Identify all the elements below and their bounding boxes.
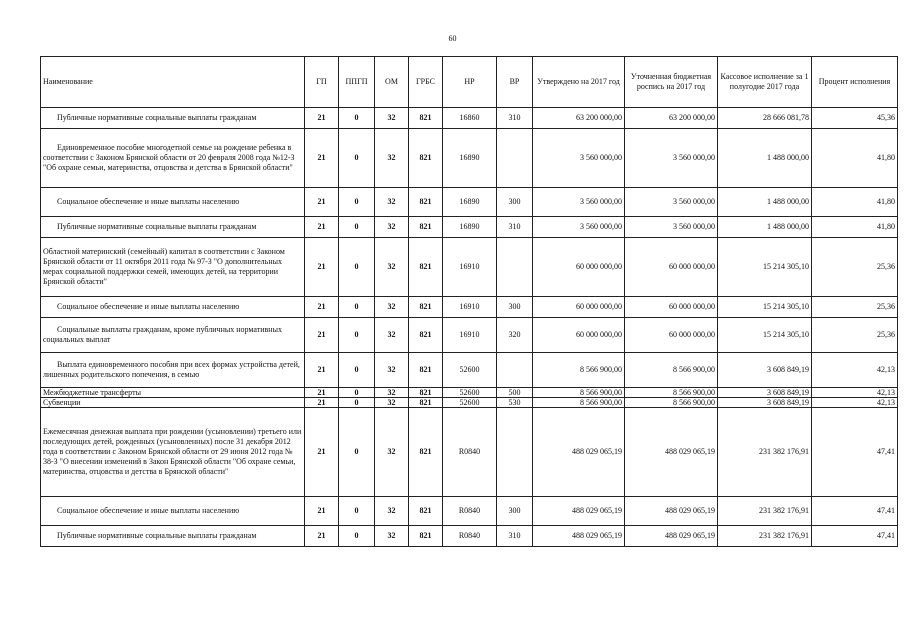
row-percent: 42,13 [812, 388, 898, 398]
row-approved: 60 000 000,00 [533, 318, 625, 353]
row-name: Социальное обеспечение и иные выплаты населению [41, 497, 305, 526]
row-om: 32 [375, 318, 409, 353]
row-percent: 42,13 [812, 353, 898, 388]
row-percent: 25,36 [812, 297, 898, 318]
table-row [41, 188, 898, 217]
row-om: 32 [375, 497, 409, 526]
row-ppgp: 0 [339, 497, 375, 526]
row-name: Межбюджетные трансферты [41, 388, 305, 398]
row-grbs: 821 [409, 297, 443, 318]
row-name: Публичные нормативные социальные выплаты гражданам [41, 526, 305, 547]
row-nr: 16890 [443, 188, 497, 217]
row-cash: 1 488 000,00 [718, 217, 812, 238]
table-row [41, 353, 898, 388]
row-approved: 63 200 000,00 [533, 108, 625, 129]
row-refined: 63 200 000,00 [625, 108, 718, 129]
row-name: Субвенции [41, 398, 305, 408]
header-vr: ВР [497, 57, 533, 108]
row-grbs: 821 [409, 129, 443, 188]
row-ppgp: 0 [339, 108, 375, 129]
header-name: Наименование [41, 57, 305, 108]
row-percent: 47,41 [812, 526, 898, 547]
row-approved: 488 029 065,19 [533, 408, 625, 497]
header-percent: Процент исполнения [812, 57, 898, 108]
row-gp: 21 [305, 497, 339, 526]
row-om: 32 [375, 217, 409, 238]
row-approved: 8 566 900,00 [533, 388, 625, 398]
header-nr: НР [443, 57, 497, 108]
header-approved: Утверждено на 2017 год [533, 57, 625, 108]
row-name: Социальное обеспечение и иные выплаты населению [41, 297, 305, 318]
table-row [41, 388, 898, 398]
row-refined: 3 560 000,00 [625, 188, 718, 217]
row-nr: 16910 [443, 238, 497, 297]
row-grbs: 821 [409, 217, 443, 238]
row-vr: 310 [497, 217, 533, 238]
header-om: ОМ [375, 57, 409, 108]
row-ppgp: 0 [339, 526, 375, 547]
row-nr: R0840 [443, 408, 497, 497]
row-refined: 8 566 900,00 [625, 353, 718, 388]
row-ppgp: 0 [339, 398, 375, 408]
header-row [41, 57, 898, 108]
row-grbs: 821 [409, 388, 443, 398]
table-row [41, 526, 898, 547]
row-grbs: 821 [409, 238, 443, 297]
row-ppgp: 0 [339, 217, 375, 238]
row-ppgp: 0 [339, 318, 375, 353]
row-approved: 488 029 065,19 [533, 526, 625, 547]
row-gp: 21 [305, 388, 339, 398]
row-grbs: 821 [409, 497, 443, 526]
row-grbs: 821 [409, 108, 443, 129]
row-om: 32 [375, 238, 409, 297]
row-ppgp: 0 [339, 388, 375, 398]
row-approved: 3 560 000,00 [533, 217, 625, 238]
row-name: Единовременное пособие многодетной семье на рождение ребенка в соответствии с Законом Брянской области от 20 февраля 2008 года №12-З "Об охране семьи, материнства, отцовства и детства в Брянской области" [41, 129, 305, 188]
row-gp: 21 [305, 408, 339, 497]
row-cash: 231 382 176,91 [718, 408, 812, 497]
header-refined: Уточненная бюджетная роспись на 2017 год [625, 57, 718, 108]
row-gp: 21 [305, 353, 339, 388]
page-number: 60 [448, 34, 457, 43]
row-cash: 231 382 176,91 [718, 497, 812, 526]
row-name: Публичные нормативные социальные выплаты гражданам [41, 217, 305, 238]
row-approved: 60 000 000,00 [533, 238, 625, 297]
row-nr: 52600 [443, 398, 497, 408]
row-gp: 21 [305, 129, 339, 188]
row-nr: 16910 [443, 318, 497, 353]
row-vr [497, 129, 533, 188]
row-vr: 300 [497, 297, 533, 318]
table-row [41, 217, 898, 238]
row-vr [497, 408, 533, 497]
row-grbs: 821 [409, 318, 443, 353]
row-approved: 3 560 000,00 [533, 129, 625, 188]
row-cash: 1 488 000,00 [718, 188, 812, 217]
table-row [41, 398, 898, 408]
row-nr: 52600 [443, 353, 497, 388]
header-ppgp: ППГП [339, 57, 375, 108]
table-row [41, 108, 898, 129]
row-vr: 530 [497, 398, 533, 408]
row-name: Публичные нормативные социальные выплаты гражданам [41, 108, 305, 129]
row-vr: 300 [497, 188, 533, 217]
row-vr: 310 [497, 526, 533, 547]
row-name: Выплата единовременного пособия при всех формах устройства детей, лишенных родительского попечения, в семью [41, 353, 305, 388]
row-gp: 21 [305, 108, 339, 129]
row-om: 32 [375, 526, 409, 547]
row-cash: 1 488 000,00 [718, 129, 812, 188]
row-percent: 47,41 [812, 497, 898, 526]
row-refined: 3 560 000,00 [625, 129, 718, 188]
row-om: 32 [375, 353, 409, 388]
row-refined: 60 000 000,00 [625, 318, 718, 353]
table-row [41, 297, 898, 318]
row-cash: 15 214 305,10 [718, 318, 812, 353]
row-ppgp: 0 [339, 238, 375, 297]
row-grbs: 821 [409, 408, 443, 497]
header-cash: Кассовое исполнение за 1 полугодие 2017 года [718, 57, 812, 108]
row-percent: 41,80 [812, 129, 898, 188]
header-gp: ГП [305, 57, 339, 108]
row-refined: 60 000 000,00 [625, 238, 718, 297]
row-approved: 60 000 000,00 [533, 297, 625, 318]
row-cash: 231 382 176,91 [718, 526, 812, 547]
row-grbs: 821 [409, 188, 443, 217]
row-nr: 16860 [443, 108, 497, 129]
row-name: Социальное обеспечение и иные выплаты населению [41, 188, 305, 217]
row-nr: 16910 [443, 297, 497, 318]
row-refined: 488 029 065,19 [625, 408, 718, 497]
row-approved: 3 560 000,00 [533, 188, 625, 217]
row-cash: 28 666 081,78 [718, 108, 812, 129]
row-vr: 500 [497, 388, 533, 398]
row-vr [497, 238, 533, 297]
row-ppgp: 0 [339, 408, 375, 497]
row-refined: 3 560 000,00 [625, 217, 718, 238]
row-refined: 488 029 065,19 [625, 497, 718, 526]
table-row [41, 129, 898, 188]
row-ppgp: 0 [339, 297, 375, 318]
row-nr: 52600 [443, 388, 497, 398]
row-percent: 25,36 [812, 238, 898, 297]
row-vr: 300 [497, 497, 533, 526]
row-name: Ежемесячная денежная выплата при рождении (усыновлении) третьего или последующих детей, рожденных (усыновленных) после 31 декабря 2012 года в соответствии с Законом Брянской области от 29 июня 2012 года № 38-З "О внесении изменений в Закон Брянской области "Об охране семьи, материнства, отцовства и детства в Брянской области" [41, 408, 305, 497]
row-percent: 45,36 [812, 108, 898, 129]
row-name: Социальные выплаты гражданам, кроме публичных нормативных социальных выплат [41, 318, 305, 353]
row-percent: 42,13 [812, 398, 898, 408]
row-percent: 25,36 [812, 318, 898, 353]
row-ppgp: 0 [339, 188, 375, 217]
row-approved: 488 029 065,19 [533, 497, 625, 526]
row-gp: 21 [305, 297, 339, 318]
row-cash: 15 214 305,10 [718, 297, 812, 318]
row-gp: 21 [305, 398, 339, 408]
budget-execution-table [40, 56, 898, 547]
row-percent: 47,41 [812, 408, 898, 497]
row-refined: 8 566 900,00 [625, 388, 718, 398]
row-percent: 41,80 [812, 217, 898, 238]
row-vr: 310 [497, 108, 533, 129]
row-refined: 60 000 000,00 [625, 297, 718, 318]
row-gp: 21 [305, 318, 339, 353]
table-row [41, 497, 898, 526]
row-grbs: 821 [409, 398, 443, 408]
row-cash: 15 214 305,10 [718, 238, 812, 297]
row-om: 32 [375, 188, 409, 217]
table-row [41, 318, 898, 353]
row-om: 32 [375, 297, 409, 318]
row-grbs: 821 [409, 526, 443, 547]
row-gp: 21 [305, 238, 339, 297]
table-row [41, 238, 898, 297]
row-percent: 41,80 [812, 188, 898, 217]
row-nr: R0840 [443, 497, 497, 526]
row-gp: 21 [305, 188, 339, 217]
row-nr: R0840 [443, 526, 497, 547]
row-refined: 8 566 900,00 [625, 398, 718, 408]
row-om: 32 [375, 408, 409, 497]
row-nr: 16890 [443, 129, 497, 188]
row-refined: 488 029 065,19 [625, 526, 718, 547]
row-vr: 320 [497, 318, 533, 353]
table-row [41, 408, 898, 497]
row-approved: 8 566 900,00 [533, 398, 625, 408]
header-grbs: ГРБС [409, 57, 443, 108]
row-om: 32 [375, 388, 409, 398]
row-om: 32 [375, 108, 409, 129]
row-cash: 3 608 849,19 [718, 388, 812, 398]
row-grbs: 821 [409, 353, 443, 388]
row-ppgp: 0 [339, 353, 375, 388]
row-vr [497, 353, 533, 388]
row-nr: 16890 [443, 217, 497, 238]
row-name: Областной материнский (семейный) капитал в соответствии с Законом Брянской области от 11 октября 2011 года № 97-З "О дополнительных мерах социальной поддержки семей, имеющих детей, на территории Брянской области" [41, 238, 305, 297]
row-gp: 21 [305, 526, 339, 547]
row-approved: 8 566 900,00 [533, 353, 625, 388]
row-om: 32 [375, 398, 409, 408]
row-cash: 3 608 849,19 [718, 353, 812, 388]
row-cash: 3 608 849,19 [718, 398, 812, 408]
row-ppgp: 0 [339, 129, 375, 188]
row-om: 32 [375, 129, 409, 188]
row-gp: 21 [305, 217, 339, 238]
